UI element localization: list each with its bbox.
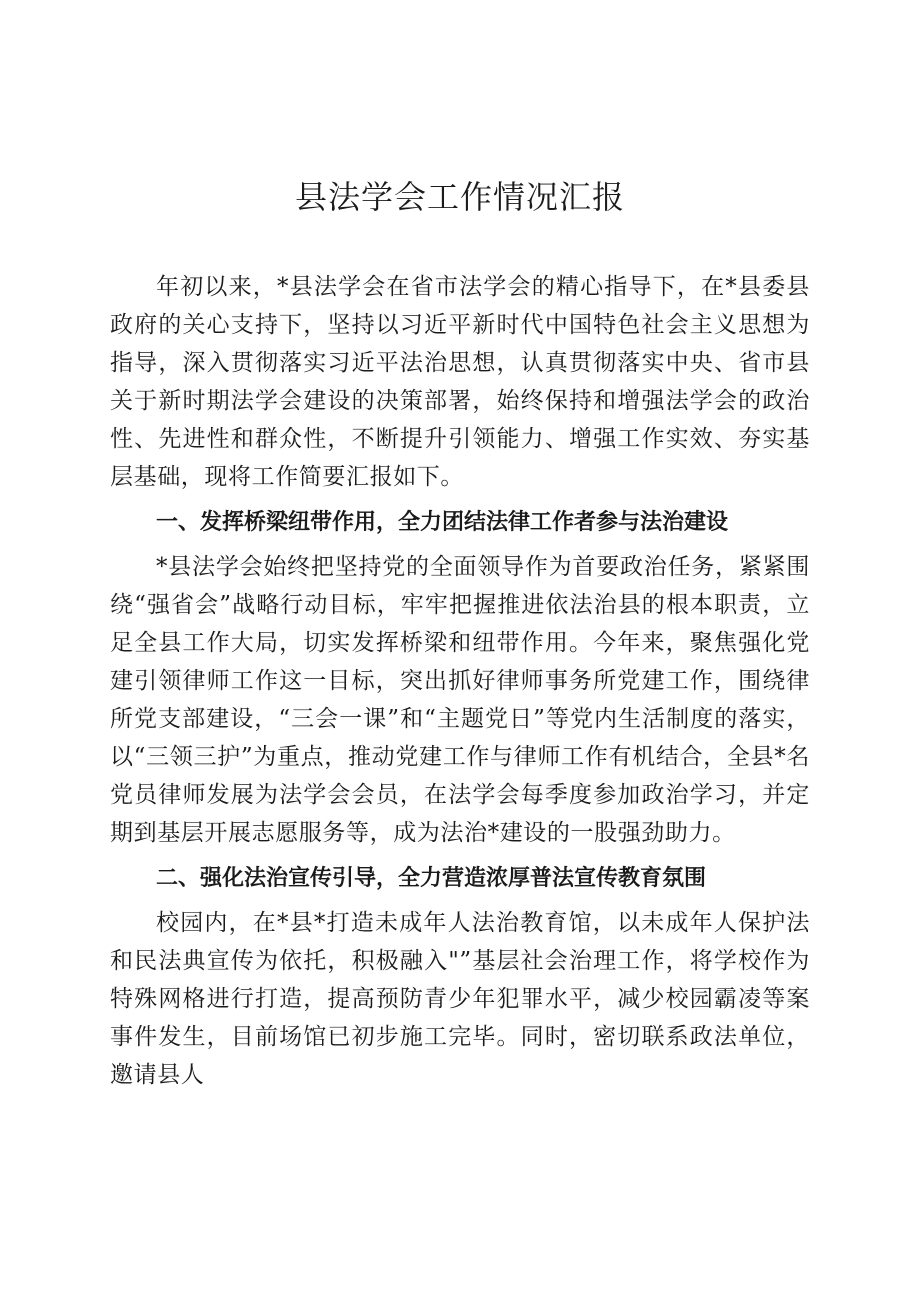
section-2-paragraph: 校园内，在*县*打造未成年人法治教育馆，以未成年人保护法和民法典宣传为依托，积极融入"”基层社会治理工作，将学校作为特殊网格进行打造，提高预防青少年犯罪水平，减少校园霸凌等案事件发生，目前场馆已初步施工完毕。同时，密切联系政法单位，邀请县人	[110, 910, 810, 1088]
section-2-heading: 二、强化法治宣传引导，全力营造浓厚普法宣传教育氛围	[156, 866, 707, 891]
section-1-paragraph: *县法学会始终把坚持党的全面领导作为首要政治任务，紧紧围绕“强省会”战略行动目标，牢牢把握推进依法治县的根本职责，立足全县工作大局，切实发挥桥梁和纽带作用。今年来，聚焦强化党建引领律师工作这一目标，突出抓好律师事务所党建工作，围绕律所党支部建设，“三会一课”和“主题党日”等党内生活制度的落实，以“三领三护”为重点，推动党建工作与律师工作有机结合，全县*名党员律师发展为法学会会员，在法学会每季度参加政治学习，并定期到基层开展志愿服务等，成为法治*建设的一股强劲助力。	[110, 554, 810, 846]
document-body	[110, 268, 810, 1094]
intro-paragraph: 年初以来，*县法学会在省市法学会的精心指导下，在*县委县政府的关心支持下，坚持以习近平新时代中国特色社会主义思想为指导，深入贯彻落实习近平法治思想，认真贯彻落实中央、省市县关于新时期法学会建设的决策部署，始终保持和增强法学会的政治性、先进性和群众性，不断提升引领能力、增强工作实效、夯实基层基础，现将工作简要汇报如下。	[110, 274, 810, 490]
section-1-heading: 一、发挥桥梁纽带作用，全力团结法律工作者参与法治建设	[156, 510, 729, 535]
document-title: 县法学会工作情况汇报	[294, 178, 625, 216]
